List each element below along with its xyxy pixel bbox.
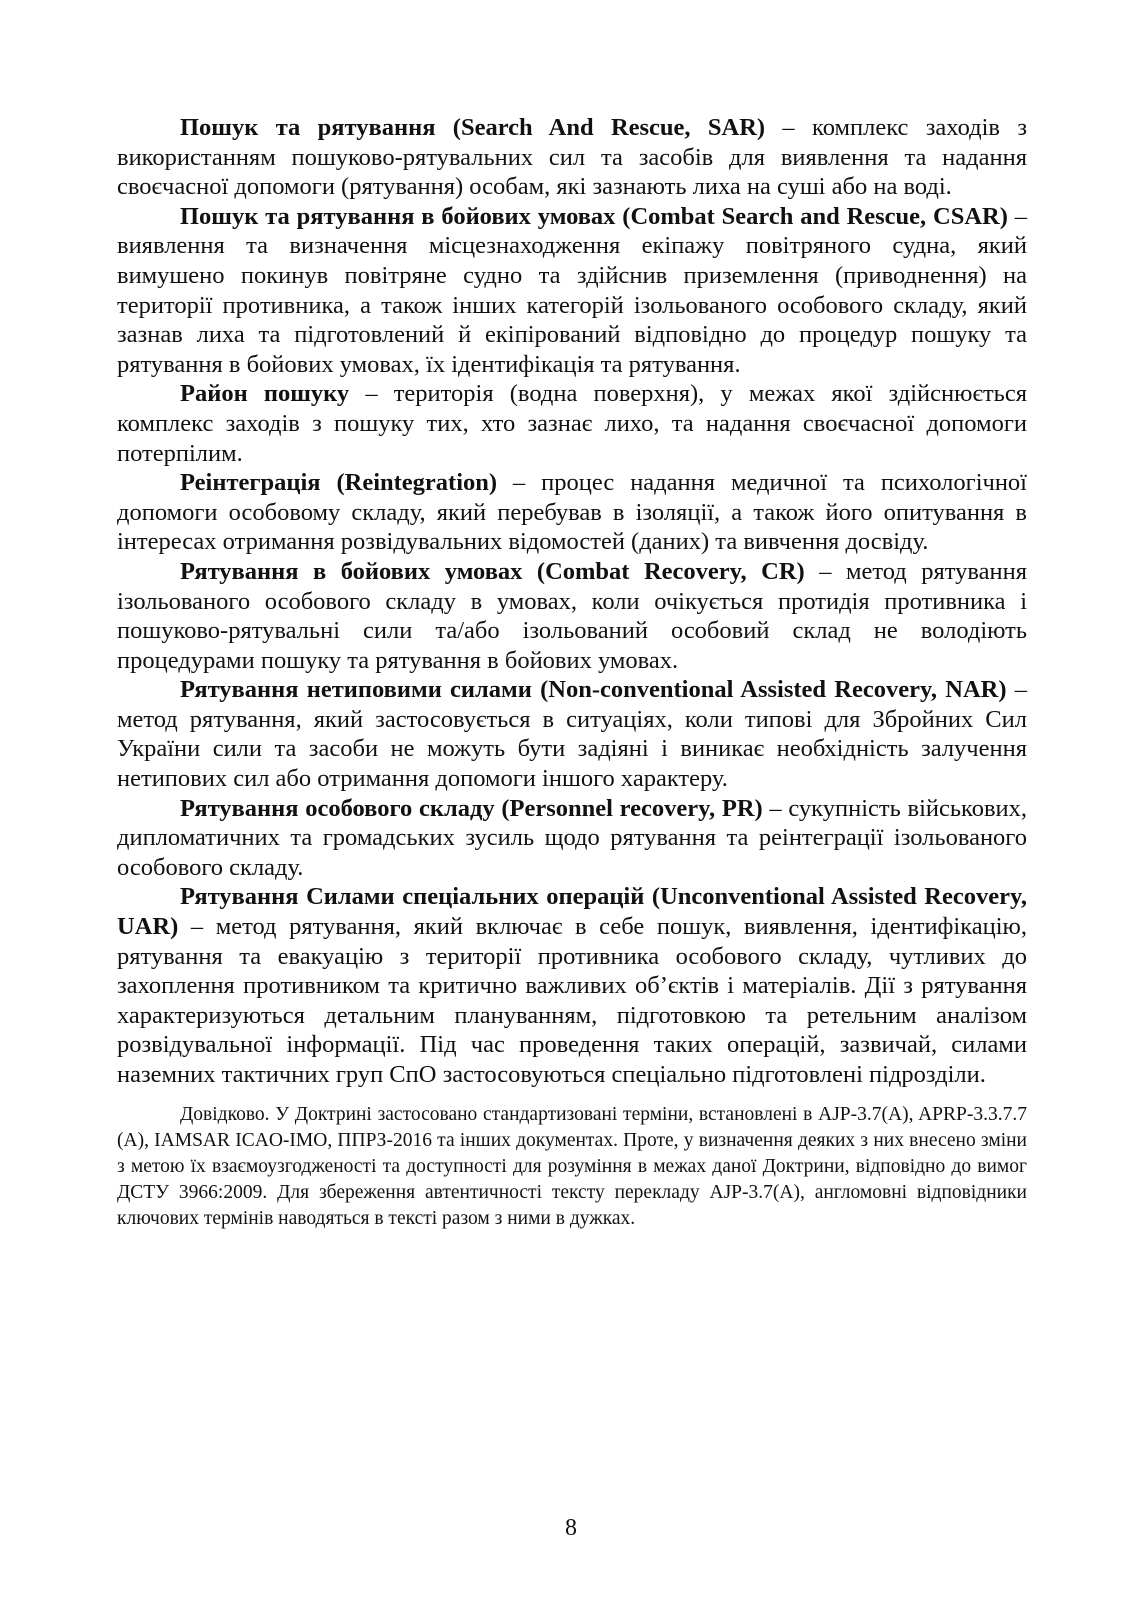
definition-uar — [117, 882, 1027, 1089]
term-definition: – процес надання медичної та психологічної допомоги особовому складу, який перебував в ізоляції, а також його опитування в інтересах отримання розвідувальних відомостей (даних) та вивчення досвіду. — [117, 469, 1027, 556]
term-definition: – комплекс заходів з використанням пошуково-рятувальних сил та засобів для виявлення та надання своєчасної допомоги (рятування) особам, які зазнають лиха на суші або на воді. — [117, 114, 1027, 201]
term-definition: – метод рятування, який включає в себе пошук, виявлення, ідентифікацію, рятування та евакуацію з території противника особового складу, чутливих до захоплення противником та критично важливих об’єктів і матеріалів. Дії з рятування характеризуються детальним плануванням, підготовкою та ретельним аналізом розвідувальної інформації. Під час проведення таких операцій, зазвичай, силами наземних тактичних груп СпО застосовуються спеціально підготовлені підрозділи. — [117, 913, 1027, 1088]
reference-note: Довідково. У Доктрині застосовано стандартизовані терміни, встановлені в AJP-3.7(A), APRP-3.3.7.7 (A), IAMSAR ICAO-IMO, ППРЗ-2016 та інших документах. Проте, у визначення деяких з них внесено зміни з метою їх взаємоузгодженості та доступності для розуміння в межах даної Доктрини, відповідно до вимог ДСТУ 3966:2009. Для збереження автентичності тексту перекладу AJP-3.7(A), англомовні відповідники ключових термінів наводяться в тексті разом з ними в дужках. — [117, 1103, 1027, 1230]
definition-pr — [117, 794, 1027, 883]
term-title: Рятування в бойових умовах (Combat Recovery, CR) — [180, 557, 805, 585]
term-definition: – сукупність військових, дипломатичних та громадських зусиль щодо рятування та реінтеграції ізольованого особового складу. — [117, 794, 1027, 881]
definition-reintegration — [117, 468, 1027, 557]
definition-nar — [117, 675, 1027, 793]
definition-sar — [117, 113, 1027, 202]
term-definition: – територія (водна поверхня), у межах якої здійснюється комплекс заходів з пошуку тих, хто зазнає лихо, та надання своєчасної допомоги потерпілим. — [117, 380, 1027, 467]
term-title: Район пошуку — [180, 380, 350, 408]
page-number: 8 — [565, 1515, 577, 1541]
term-title: Пошук та рятування в бойових умовах (Combat Search and Rescue, CSAR) — [180, 202, 1008, 230]
term-definition: – метод рятування ізольованого особового складу в умовах, коли очікується протидія противника і пошуково-рятувальні сили та/або ізольований особовий склад не володіють процедурами пошуку та рятування в бойових умовах. — [117, 557, 1027, 674]
document-body — [117, 113, 1027, 1233]
term-title: Пошук та рятування (Search And Rescue, SAR) — [180, 114, 766, 141]
term-title: Рятування нетиповими силами (Non-conventional Assisted Recovery, NAR) — [180, 676, 1007, 704]
term-definition: – метод рятування, який застосовується в ситуаціях, коли типові для Збройних Сил України сили та засоби не можуть бути задіяні і виникає необхідність залучення нетипових сил або отримання допомоги іншого характеру. — [117, 676, 1027, 793]
term-definition: – виявлення та визначення місцезнаходження екіпажу повітряного судна, який вимушено покинув повітряне судно та здійснив приземлення (приводнення) на території противника, а також інших категорій ізольованого особового складу, який зазнав лиха та підготовлений й екіпірований відповідно до процедур пошуку та рятування в бойових умовах, їх ідентифікація та рятування. — [117, 202, 1028, 378]
term-title: Рятування особового складу (Personnel recovery, PR) — [180, 794, 763, 822]
term-title: Рятування Силами спеціальних операцій (Unconventional Assisted Recovery, UAR) — [117, 883, 1027, 941]
definition-cr — [117, 557, 1027, 675]
definition-search-area — [117, 379, 1027, 468]
definition-csar — [117, 202, 1027, 380]
term-title: Реінтеграція (Reintegration) — [180, 469, 498, 497]
